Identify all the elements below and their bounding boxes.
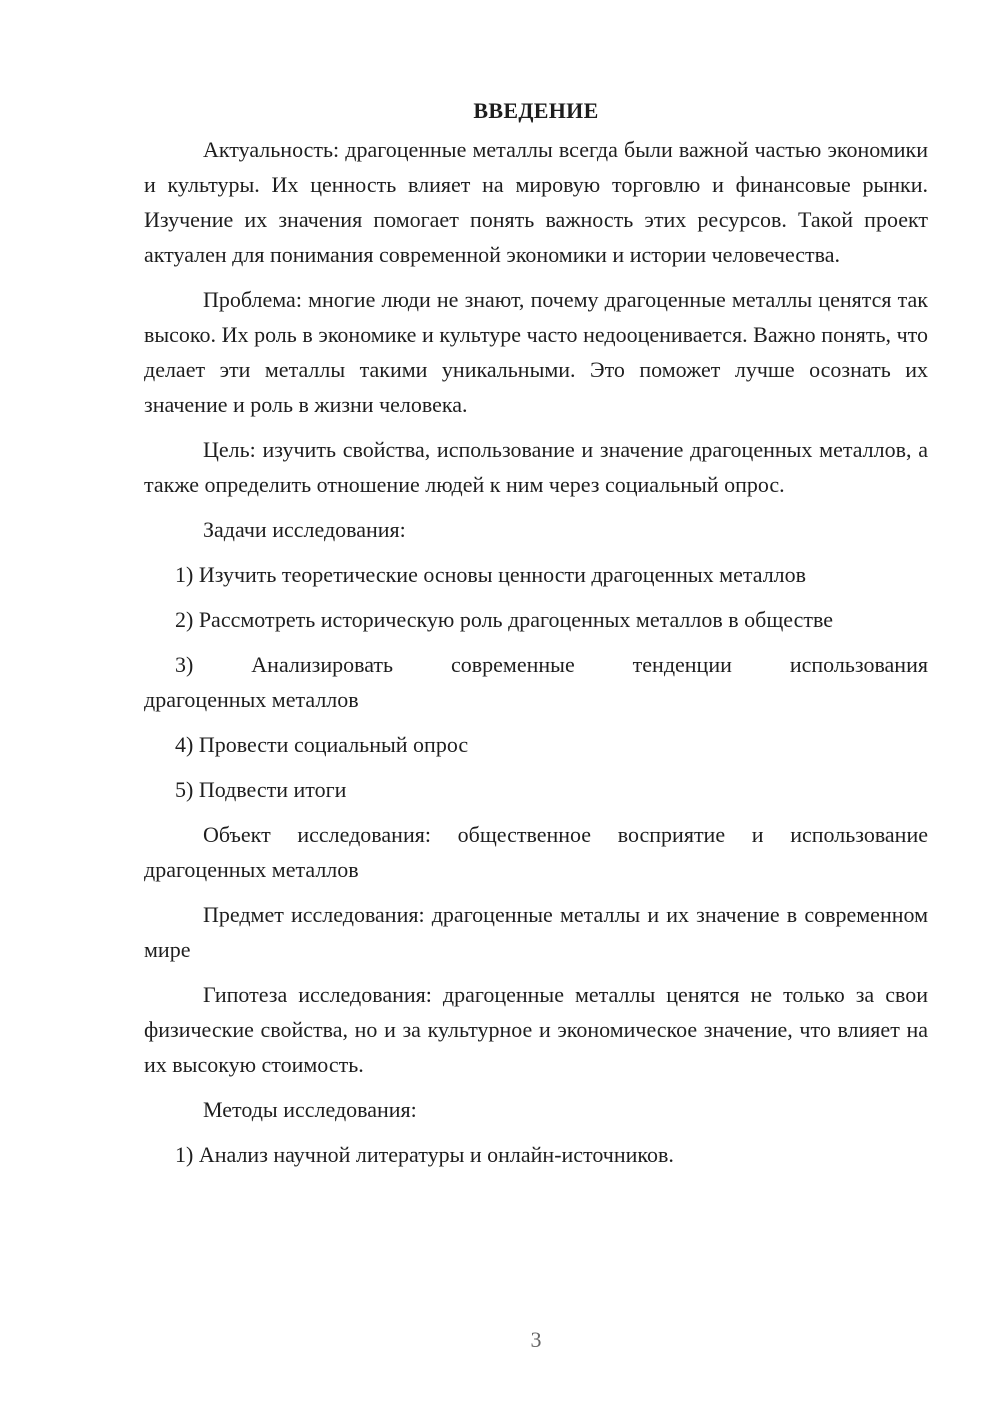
problem-paragraph: Проблема: многие люди не знают, почему драгоценные металлы ценятся так высоко. Их роль в экономике и культуре часто недооценивается. Важно понять, что делает эти металлы такими уникальными. Это поможет лучше осознать их значение и роль в жизни человека. [144, 287, 928, 417]
relevance-paragraph: Актуальность: драгоценные металлы всегда были важной частью экономики и культуры. Их ценность влияет на мировую торговлю и финансовые рынки. Изучение их значения помогает понять важность этих ресурсов. Такой проект актуален для понимания современной экономики и истории человечества. [144, 137, 928, 267]
hypothesis-paragraph: Гипотеза исследования: драгоценные металлы ценятся не только за свои физические свойства, но и за культурное и экономическое значение, что влияет на их высокую стоимость. [144, 982, 928, 1077]
task-item-3-word: тенденции [632, 652, 732, 677]
task-item-3-word: использования [789, 652, 928, 677]
task-item-1: 1) Изучить теоретические основы ценности драгоценных металлов [175, 562, 807, 587]
object-paragraph: Объект исследования: общественное восприятие и использование драгоценных металлов [144, 822, 928, 882]
page-number: 3 [530, 1327, 542, 1352]
task-item-5: 5) Подвести итоги [175, 777, 347, 802]
task-item-3 [144, 647, 928, 682]
task-item-3-continuation: драгоценных металлов [144, 687, 359, 712]
document-page [144, 96, 928, 1182]
section-heading: ВВЕДЕНИЕ [473, 98, 599, 123]
task-item-4: 4) Провести социальный опрос [175, 732, 469, 757]
task-item-3-word: Анализировать [251, 652, 394, 677]
methods-heading: Методы исследования: [203, 1097, 417, 1122]
goal-paragraph: Цель: изучить свойства, использование и значение драгоценных металлов, а также определить отношение людей к ним через социальный опрос. [144, 437, 928, 497]
tasks-heading: Задачи исследования: [203, 517, 406, 542]
task-item-3-word: 3) [175, 652, 194, 677]
task-item-3-word: современные [451, 652, 575, 677]
subject-paragraph: Предмет исследования: драгоценные металлы и их значение в современном мире [144, 902, 928, 962]
method-item-1: 1) Анализ научной литературы и онлайн-источников. [175, 1142, 674, 1167]
task-item-2: 2) Рассмотреть историческую роль драгоценных металлов в обществе [175, 607, 834, 632]
